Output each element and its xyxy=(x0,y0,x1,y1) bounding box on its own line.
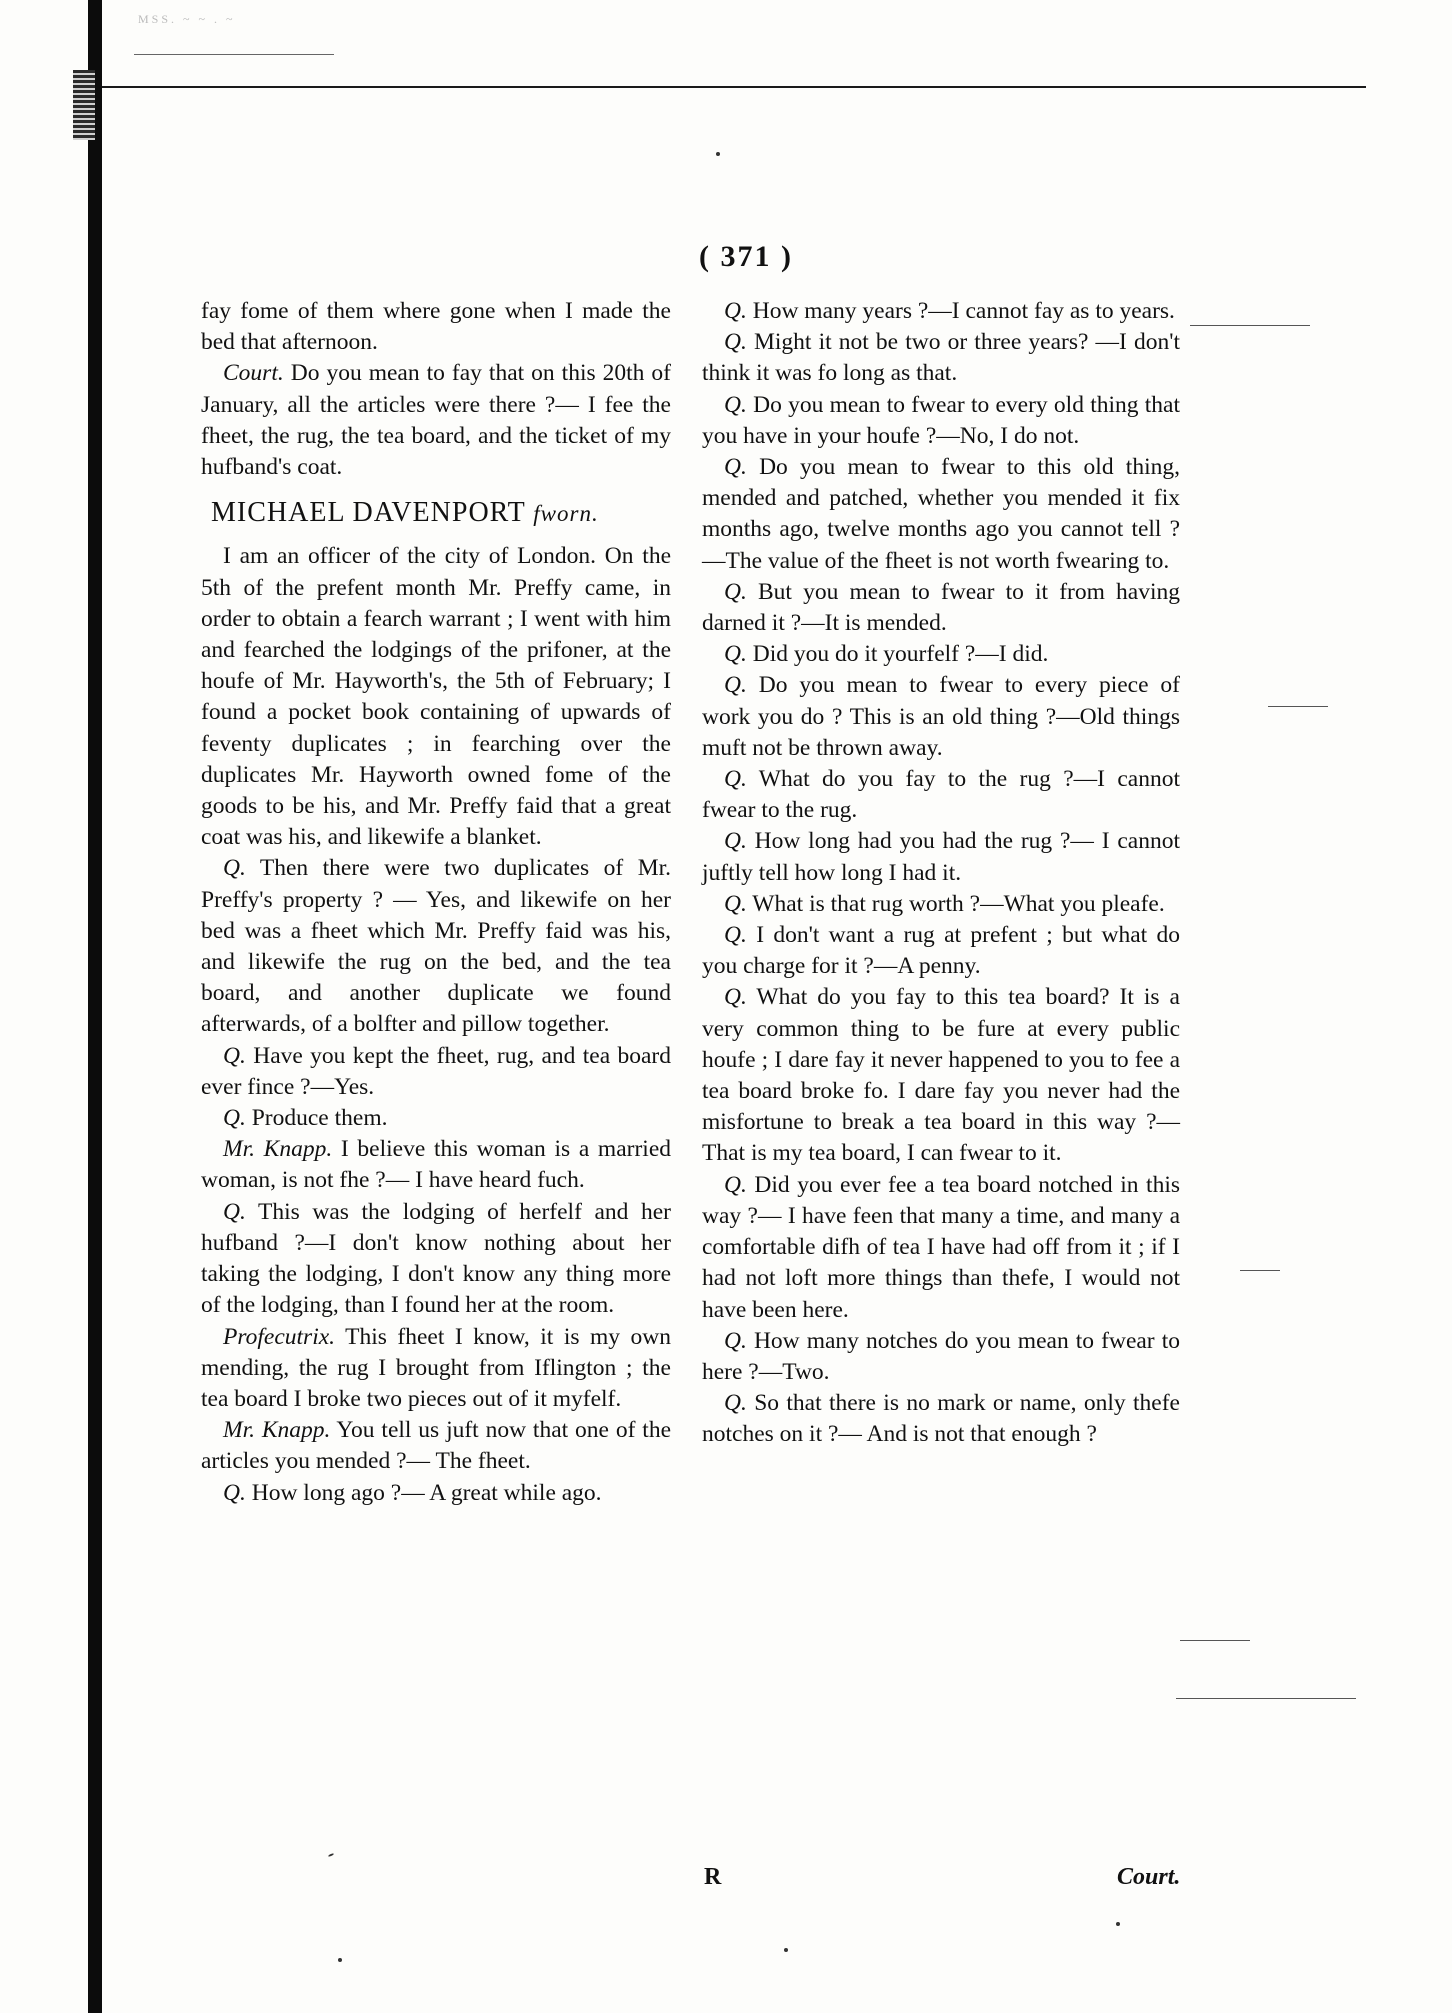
margin-rule xyxy=(1268,706,1328,707)
margin-rule xyxy=(1240,1270,1280,1271)
paragraph: Q. Produce them. xyxy=(223,1105,388,1132)
paragraph: Q. But you mean to fwear to it from having darned it ?—It is mended. xyxy=(702,578,1180,637)
header-rule xyxy=(102,86,1366,88)
paragraph: Q. Did you ever fee a tea board notched in this way ?— I have feen that many a time, and many a comfortable difh of tea I have had off from it ; if I had not loft more things than thefe, I would not have been here. xyxy=(702,1171,1180,1323)
paragraph: Q. I don't want a rug at prefent ; but what do you charge for it ?—A penny. xyxy=(702,922,1180,980)
paragraph: Q. Do you mean to fwear to every piece of work you do ? This is an old thing ?—Old things muft not be thrown away. xyxy=(702,672,1180,761)
ink-speck xyxy=(1116,1922,1120,1926)
paragraph: Q. How long ago ?— A great while ago. xyxy=(223,1479,602,1506)
paragraph: Q. Did you do it yourfelf ?—I did. xyxy=(724,641,1049,668)
paragraph: Q. What is that rug worth ?—What you pleafe. xyxy=(724,890,1165,917)
paragraph: Court. Do you mean to fay that on this 20th of January, all the articles were there ?— I fee the fheet, the rug, the tea board, and the ticket of my hufband's coat. xyxy=(201,360,671,481)
faint-bleedthrough-text: MSS. ~ ~ . ~ xyxy=(138,12,236,26)
paragraph: Q. Might it not be two or three years? —I don't think it was fo long as that. xyxy=(702,329,1180,387)
paragraph: Q. How many notches do you mean to fwear to here ?—Two. xyxy=(702,1327,1180,1385)
left-column xyxy=(201,296,671,1509)
paragraph: fay fome of them where gone when I made the bed that afternoon. xyxy=(201,298,671,356)
signature-mark: R xyxy=(704,1864,722,1890)
paragraph: Q. This was the lodging of herfelf and her hufband ?—I don't know nothing about her taking the lodging, I don't know any thing more of the lodging, than I found her at the room. xyxy=(201,1198,671,1319)
paragraph: I am an officer of the city of London. On the 5th of the prefent month Mr. Preffy came, in order to obtain a fearch warrant ; I went with him and fearched the lodgings of the prifoner, at the houfe of Mr. Hayworth's, the 5th of February; I found a pocket book containing of upwards of feventy duplicates ; in fearching over the duplicates Mr. Hayworth owned fome of the goods to be his, and Mr. Preffy faid that a great coat was his, and likewife a blanket. xyxy=(201,543,671,851)
page-number: ( 371 ) xyxy=(699,240,793,273)
ink-speck xyxy=(784,1948,788,1952)
paragraph: Profecutrix. This fheet I know, it is my own mending, the rug I brought from Iflington ; the tea board I broke two pieces out of it myfelf. xyxy=(201,1323,671,1412)
ink-speck xyxy=(328,1853,334,1857)
binding-shadow xyxy=(88,0,102,2013)
paragraph: Q. So that there is no mark or name, only thefe notches on it ?— And is not that enough ? xyxy=(702,1390,1180,1448)
paragraph: Q. Then there were two duplicates of Mr. Preffy's property ? — Yes, and likewife on her bed was a fheet which Mr. Preffy faid was his, and likewife the rug on the bed, and the tea board, and another duplicate we found afterwards, of a bolfter and pillow together. xyxy=(201,855,671,1038)
ink-speck xyxy=(338,1958,342,1962)
witness-heading: MICHAEL DAVENPORT fworn. xyxy=(211,497,599,529)
catchword: Court. xyxy=(1117,1864,1181,1890)
margin-rule xyxy=(1190,325,1310,326)
paragraph: Mr. Knapp. I believe this woman is a married woman, is not fhe ?— I have heard fuch. xyxy=(201,1136,672,1194)
margin-rule xyxy=(1180,1640,1250,1641)
binding-mark xyxy=(73,70,95,140)
paragraph: Q. What do you fay to the rug ?—I cannot fwear to the rug. xyxy=(702,766,1180,824)
paragraph: Q. Have you kept the fheet, rug, and tea board ever fince ?—Yes. xyxy=(201,1042,671,1100)
paragraph: Q. What do you fay to this tea board? It is a very common thing to be fure at every public houfe ; I dare fay it never happened to you to fee a tea board broke fo. I dare fay you never had the misfortune to break a tea board in this way ?—That is my tea board, I can fwear to it. xyxy=(702,984,1180,1167)
paragraph: Mr. Knapp. You tell us juft now that one of the articles you mended ?— The fheet. xyxy=(201,1417,672,1475)
paragraph: Q. How long had you had the rug ?— I cannot juftly tell how long I had it. xyxy=(702,828,1180,886)
top-fragment-line xyxy=(134,54,334,55)
paragraph: Q. Do you mean to fwear to this old thing, mended and patched, whether you mended it fix months ago, twelve months ago you cannot tell ?—The value of the fheet is not worth fwearing to. xyxy=(702,454,1180,574)
paragraph: Q. How many years ?—I cannot fay as to years. xyxy=(724,298,1175,324)
margin-rule xyxy=(1176,1698,1356,1699)
right-column xyxy=(702,296,1180,1451)
paragraph: Q. Do you mean to fwear to every old thing that you have in your houfe ?—No, I do not. xyxy=(702,391,1180,449)
ink-speck xyxy=(716,152,720,156)
